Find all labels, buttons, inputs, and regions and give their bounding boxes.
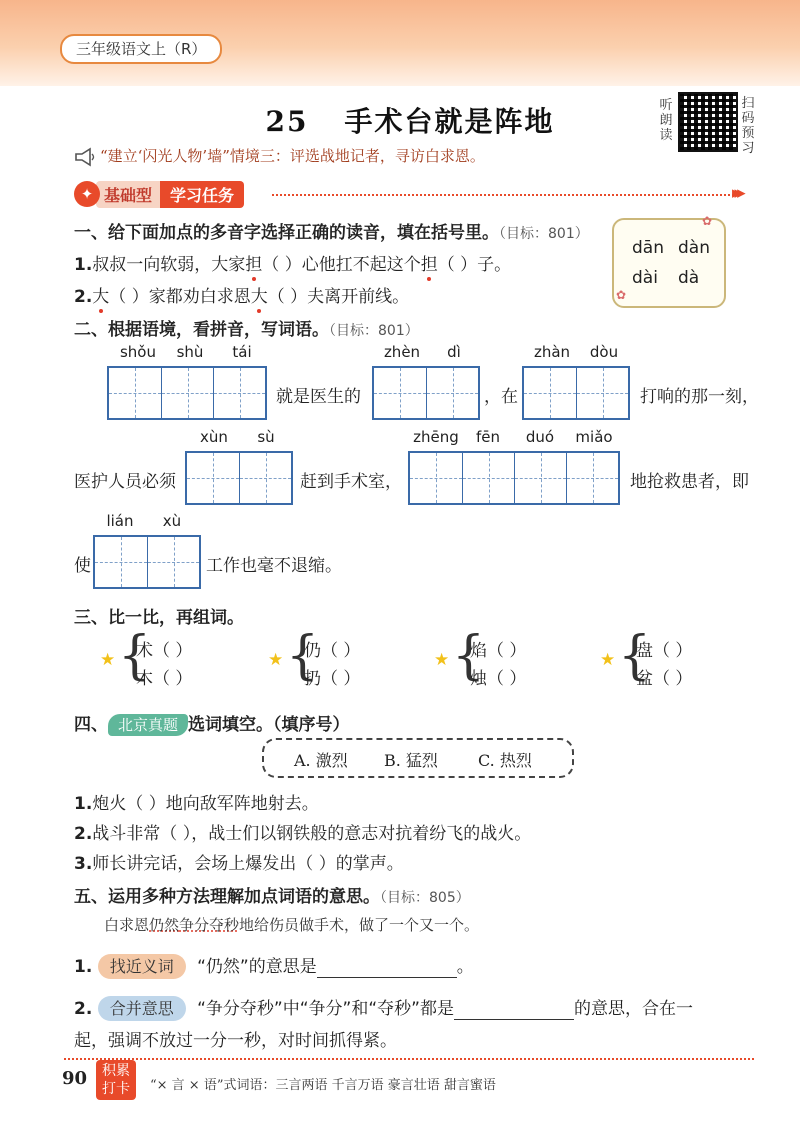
pinyin: fēn — [475, 428, 501, 446]
section-banner-part1: 基础型 — [96, 181, 160, 208]
pinyin: shǒu — [119, 343, 156, 361]
answer-grid-zhengfenduomiao[interactable] — [408, 451, 620, 505]
answer-grid-shoushutai[interactable] — [107, 366, 267, 420]
page-number: 90 — [62, 1068, 88, 1089]
pinyin: dòu — [589, 343, 619, 361]
compare-pair: ★ { 术（ ） 木（ ） — [100, 626, 193, 689]
pinyin: duó — [525, 428, 555, 446]
beijing-badge: 北京真题 — [108, 714, 188, 736]
pair-word: 烛（ ） — [470, 669, 527, 689]
pinyin: miǎo — [575, 428, 613, 446]
section-banner-part2: 学习任务 — [160, 181, 244, 208]
pinyin: zhèn — [383, 343, 421, 361]
pinyin: xù — [162, 512, 182, 530]
answer-grid-zhandou[interactable] — [522, 366, 630, 420]
pair-word: 焰（ ） — [470, 641, 527, 661]
pinyin: shù — [176, 343, 204, 361]
divider — [272, 194, 734, 196]
listen-label: 听朗读 — [659, 98, 673, 143]
q3-heading: 三、比一比，再组词。 — [74, 608, 244, 628]
lesson-title-text: 手术台就是阵地 — [344, 105, 555, 138]
section-banner — [74, 180, 244, 208]
accumulate-badge: 积累 打卡 — [96, 1060, 136, 1100]
grade-tag: 三年级语文上（R） — [60, 34, 222, 64]
pair-word: 扔（ ） — [304, 669, 361, 689]
q2-text: 打响的那一刻， — [640, 387, 759, 407]
q5-item1: 1. 找近义词 “仍然”的意思是 。 — [74, 952, 474, 978]
q2-text: 就是医生的 — [276, 387, 361, 407]
pair-word: 盘（ ） — [636, 641, 693, 661]
compare-pair: ★ { 焰（ ） 烛（ ） — [434, 626, 527, 689]
compare-pair: ★ { 仍（ ） 扔（ ） — [268, 626, 361, 689]
q1-line2: 2.大（ ）家都劝白求恩大（ ）夫离开前线。 — [74, 287, 410, 307]
q2-text: 使 — [74, 556, 91, 576]
pinyin-option: dàn — [678, 238, 710, 258]
star-icon: ★ — [100, 650, 116, 670]
qr-code-icon[interactable] — [678, 92, 738, 152]
q2-text: 赶到手术室， — [300, 472, 402, 492]
find-synonym-tag: 找近义词 — [98, 954, 186, 979]
pinyin: xùn — [200, 428, 228, 446]
answer-grid-xunsu[interactable] — [185, 451, 293, 505]
merge-meaning-tag: 合并意思 — [98, 996, 186, 1021]
star-icon: ★ — [434, 650, 450, 670]
q5-sentence: 白求恩仍然争分夺秒地给伤员做手术，做了一个又一个。 — [104, 916, 480, 934]
pair-word: 盆（ ） — [636, 669, 693, 689]
word-option: A. 激烈 — [294, 751, 348, 770]
answer-grid-lianxu[interactable] — [93, 535, 201, 589]
lesson-title — [200, 100, 620, 140]
footer-divider — [64, 1058, 754, 1060]
q5-item2: 2. 合并意思 “争分夺秒”中“争分”和“夺秒”都是 的意思，合在一 — [74, 994, 693, 1020]
q2-text: 地抢救患者，即 — [630, 472, 749, 492]
q4-item: 1.炮火（ ）地向敌军阵地射去。 — [74, 794, 319, 814]
lightbulb-icon: ✦ — [74, 181, 100, 207]
star-icon: ★ — [600, 650, 616, 670]
word-option: B. 猛烈 — [384, 751, 438, 770]
pinyin: zhēng — [413, 428, 459, 446]
q2-text: ，在 — [484, 387, 518, 407]
pinyin-option: dà — [678, 268, 700, 288]
q4-item: 2.战斗非常（ ），战士们以钢铁般的意志对抗着纷飞的战火。 — [74, 824, 532, 844]
pinyin-options-box — [612, 218, 726, 308]
flower-icon: ✿ — [702, 214, 713, 228]
pinyin: lián — [106, 512, 134, 530]
pinyin: sù — [257, 428, 275, 446]
q1-line1: 1.叔叔一向软弱，大家担（ ）心他扛不起这个担（ ）子。 — [74, 255, 512, 275]
star-icon: ★ — [268, 650, 284, 670]
arrows-icon: ▸▸▸ — [732, 183, 740, 203]
footer-text: “× 言 × 语”式词语：三言两语 千言万语 豪言壮语 甜言蜜语 — [150, 1078, 496, 1093]
q2-heading: 二、根据语境，看拼音，写词语。（目标：801） — [74, 320, 419, 340]
flower-icon: ✿ — [616, 288, 627, 302]
q2-text: 工作也毫不退缩。 — [206, 556, 342, 576]
q2-text: 医护人员必须 — [74, 472, 176, 492]
pair-word: 术（ ） — [136, 641, 193, 661]
q5-item2-line2: 起，强调不放过一分一秒，对时间抓得紧。 — [74, 1031, 397, 1051]
compare-pair: ★ { 盘（ ） 盆（ ） — [600, 626, 693, 689]
q5-heading: 五、运用多种方法理解加点词语的意思。（目标：805） — [74, 887, 470, 907]
pair-word: 木（ ） — [136, 669, 193, 689]
q4-item: 3.师长讲完话，会场上爆发出（ ）的掌声。 — [74, 854, 404, 874]
lesson-number: 25 — [265, 105, 309, 138]
megaphone-icon — [74, 147, 96, 167]
word-options-box — [262, 738, 574, 778]
scene-text: “建立‘闪光人物’墙”情境三：评选战地记者，寻访白求恩。 — [100, 147, 485, 165]
q1-heading: 一、给下面加点的多音字选择正确的读音，填在括号里。（目标：801） — [74, 223, 589, 243]
pinyin: tái — [232, 343, 252, 361]
word-option: C. 热烈 — [478, 751, 532, 770]
q4-heading: 四、 北京真题 选词填空。（填序号） — [74, 715, 350, 735]
pinyin-option: dān — [632, 238, 664, 258]
pinyin: dì — [447, 343, 461, 361]
answer-grid-zhendi[interactable] — [372, 366, 480, 420]
pinyin-option: dài — [632, 268, 658, 288]
pinyin: zhàn — [533, 343, 571, 361]
pair-word: 仍（ ） — [304, 641, 361, 661]
answer-blank[interactable] — [454, 999, 574, 1020]
answer-blank[interactable] — [317, 957, 457, 978]
scan-label: 扫码预习 — [741, 96, 755, 156]
